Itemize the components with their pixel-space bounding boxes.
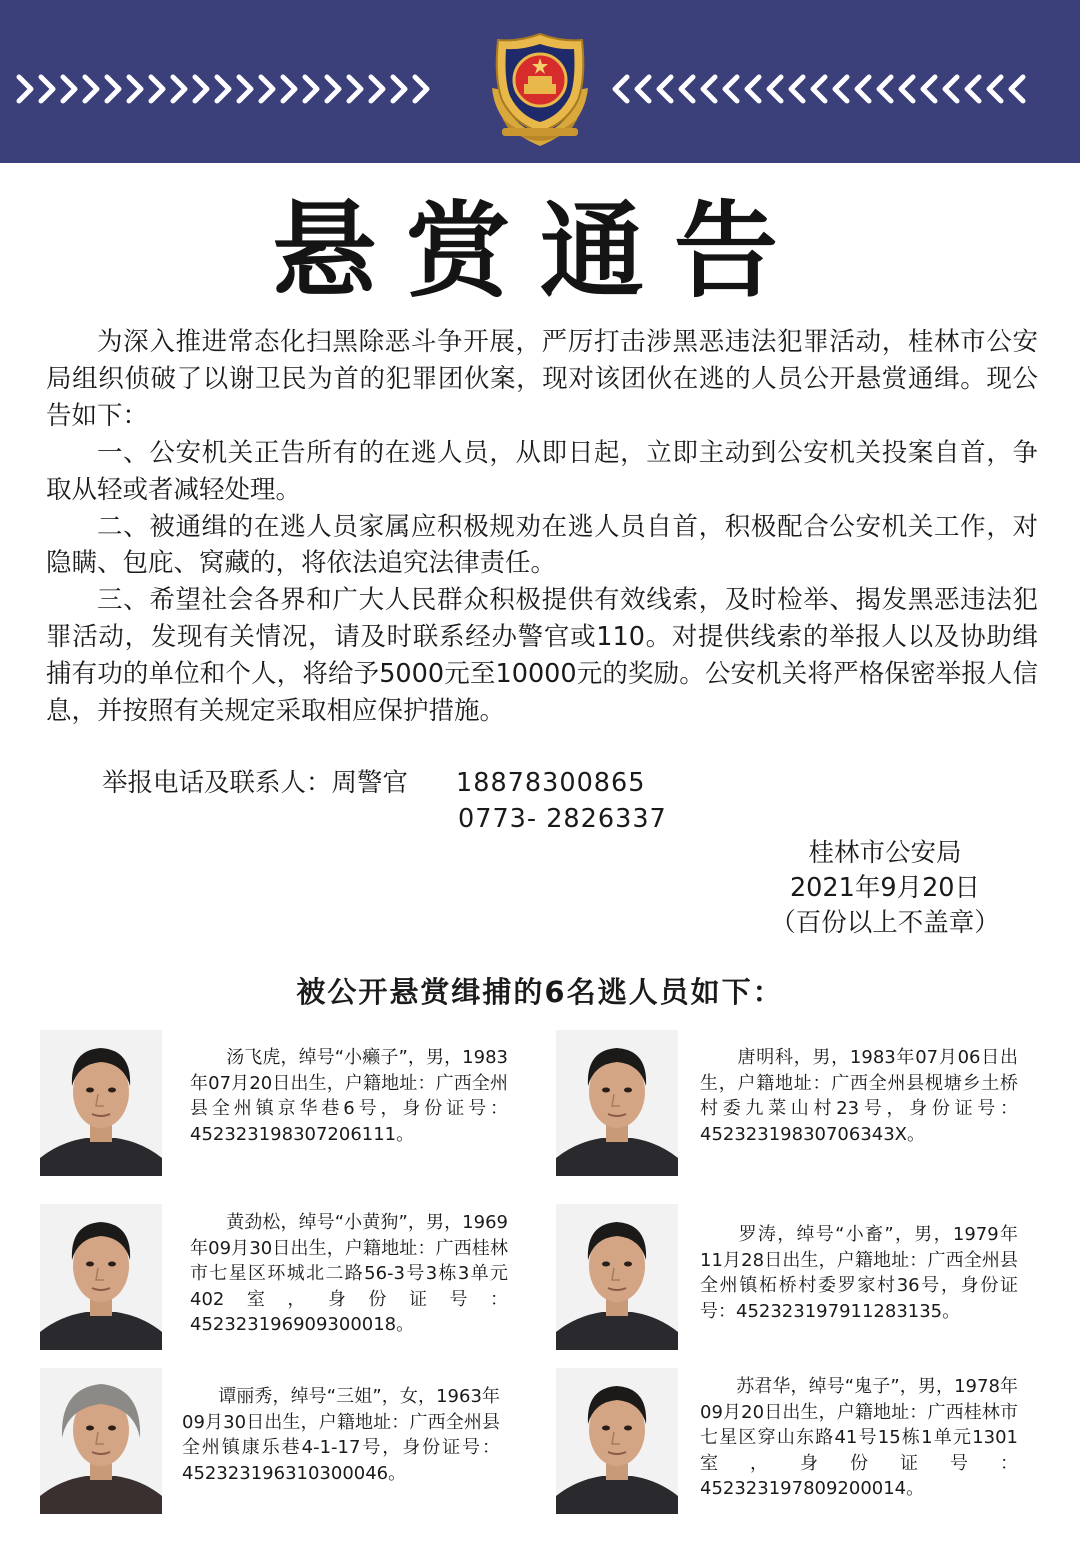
chevron-icon [744,74,762,104]
chevron-icon [60,74,78,104]
contact-block [102,766,667,834]
police-emblem-icon [482,28,598,150]
chevron-icon [280,74,298,104]
person-photo [40,1368,162,1514]
person-description: 汤飞虎，绰号“小癞子”，男，1983年07月20日出生，户籍地址：广西全州县全州镇京华巷6号，身份证号：452323198307206111。 [190,1047,508,1145]
chevron-icon [700,74,718,104]
contact-label: 举报电话及联系人：周警官 [102,768,409,798]
chevron-icon [82,74,100,104]
chevron-icon [302,74,320,104]
chevron-icon [832,74,850,104]
signature-block [760,836,1010,941]
person-photo [556,1368,678,1514]
chevron-icon [104,74,122,104]
chevron-icon [258,74,276,104]
chevron-icon [612,74,630,104]
person-photo [40,1204,162,1350]
notice-paragraph-1: 一、公安机关正告所有的在逃人员，从即日起，立即主动到公安机关投案自首，争取从轻或者减轻处理。 [46,437,1038,505]
chevron-icon [788,74,806,104]
page-title: 悬赏通告 [271,190,808,312]
chevron-icon [766,74,784,104]
person-photo [556,1030,678,1176]
chevron-icon [920,74,938,104]
notice-paragraph-intro: 为深入推进常态化扫黑除恶斗争开展，严厉打击涉黑恶违法犯罪活动，桂林市公安局组织侦破了以谢卫民为首的犯罪团伙案，现对该团伙在逃的人员公开悬赏通缉。现公告如下： [46,327,1038,431]
chevron-icon [1008,74,1026,104]
issuing-organization: 桂林市公安局 [808,838,962,868]
chevron-icon [722,74,740,104]
chevron-icon [16,74,34,104]
chevron-icon [942,74,960,104]
chevron-icon [236,74,254,104]
person-description: 唐明科，男，1983年07月06日出生，户籍地址：广西全州县枧塘乡土桥村委九菜山村23号，身份证号：45232319830706343X。 [700,1047,1018,1145]
chevron-icon [368,74,386,104]
chevron-icon [964,74,982,104]
chevron-icon [38,74,56,104]
chevron-icon [324,74,342,104]
issue-date: 2021年9月20日 [789,873,981,903]
contact-phone-landline: 0773- 2826337 [458,804,667,834]
chevron-icon [390,74,408,104]
chevron-icon [192,74,210,104]
chevron-icon [876,74,894,104]
chevron-icon [986,74,1004,104]
wanted-list-heading: 被公开悬赏缉捕的6名逃人员如下： [296,975,784,1009]
chevron-icon [412,74,430,104]
chevron-row-left [16,74,430,108]
person-description: 黄劲松，绰号“小黄狗”，男，1969年09月30日出生，户籍地址：广西桂林市七星区环城北二路56-3号3栋3单元402室，身份证号：452323196909300018。 [190,1212,508,1335]
person-description: 罗涛，绰号“小畜”，男，1979年11月28日出生，户籍地址：广西全州县全州镇柘桥村委罗家村36号，身份证号：452323197911283135。 [700,1224,1018,1322]
chevron-icon [678,74,696,104]
header-banner [0,0,1080,163]
chevron-icon [634,74,652,104]
chevron-icon [214,74,232,104]
person-photo [40,1030,162,1176]
chevron-icon [810,74,828,104]
person-description: 苏君华，绰号“鬼子”，男，1978年09月20日出生，户籍地址：广西桂林市七星区穿山东路41号15栋1单元1301室，身份证号：452323197809200014。 [700,1376,1018,1499]
chevron-icon [346,74,364,104]
chevron-icon [148,74,166,104]
chevron-icon [126,74,144,104]
chevron-row-right [612,74,1026,108]
seal-note: （百份以上不盖章） [770,908,1000,938]
person-photo [556,1204,678,1350]
chevron-icon [898,74,916,104]
chevron-icon [854,74,872,104]
contact-phone-mobile: 18878300865 [456,768,646,798]
chevron-icon [656,74,674,104]
person-description: 谭丽秀，绰号“三姐”，女，1963年09月30日出生，户籍地址：广西全州县全州镇康乐巷4-1-17号，身份证号：452323196310300046。 [182,1386,500,1484]
chevron-icon [170,74,188,104]
notice-paragraph-2: 二、被通缉的在逃人员家属应积极规劝在逃人员自首，积极配合公安机关工作，对隐瞒、包庇、窝藏的，将依法追究法律责任。 [46,511,1038,579]
notice-paragraph-3: 三、希望社会各界和广大人民群众积极提供有效线索，及时检举、揭发黑恶违法犯罪活动，发现有关情况，请及时联系经办警官或110。对提供线索的举报人以及协助缉捕有功的单位和个人，将给予5000元至10000元的奖励。公安机关将严格保密举报人信息，并按照有关规定采取相应保护措施。 [46,585,1038,727]
notice-body [46,324,1038,730]
